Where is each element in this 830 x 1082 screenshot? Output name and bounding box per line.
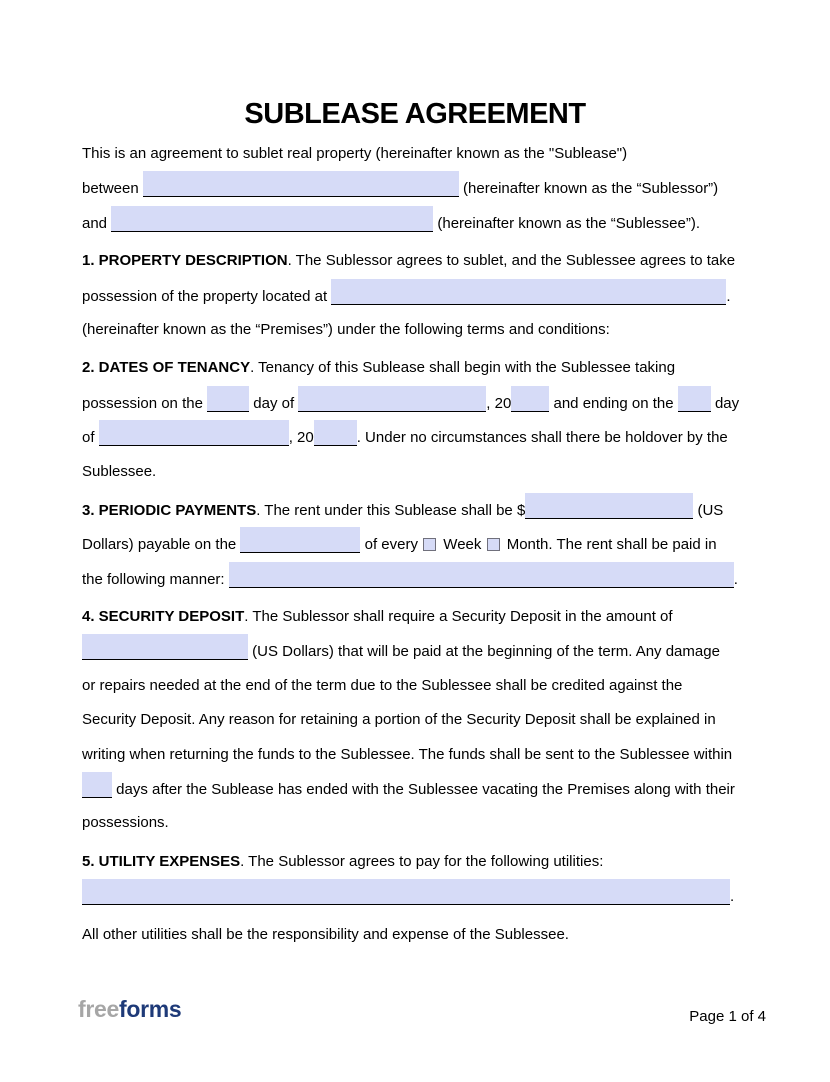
text-run: . Under no circumstances shall there be holdover by the (356, 429, 728, 447)
section-1-line-3 (82, 313, 782, 347)
text-run: (hereinafter known as the “Premises”) under the following terms and conditions: (82, 320, 610, 338)
intro-line-1 (82, 137, 782, 171)
section-4-line-6 (82, 772, 782, 806)
page-title: SUBLEASE AGREEMENT (244, 98, 586, 131)
text-run: . Tenancy of this Sublease shall begin with the Sublessee taking (250, 359, 676, 377)
text-run: All other utilities shall be the responsibility and expense of the Sublessee. (82, 925, 569, 943)
text-run: possession of the property located at (82, 287, 332, 305)
section-2-line-3 (82, 420, 782, 454)
section-4-line-1 (82, 600, 782, 634)
deposit-return-days-field[interactable] (82, 772, 112, 798)
text-run: (US (693, 501, 724, 519)
begin-day-field[interactable] (207, 386, 249, 412)
section-1-line-2 (82, 279, 782, 313)
text-run: and ending on the (549, 394, 678, 412)
text-run: between (82, 180, 143, 198)
text-run: . The Sublessor shall require a Security Deposit in the amount of (244, 608, 673, 626)
end-month-field[interactable] (99, 420, 289, 446)
document-body (82, 137, 782, 952)
section-4-line-7 (82, 806, 782, 840)
sublessee-name-field[interactable] (111, 206, 433, 232)
text-run: Security Deposit. Any reason for retaining a portion of the Security Deposit shall be explained in (82, 711, 716, 729)
text-run: , 20 (486, 394, 512, 412)
text-run: and (82, 214, 112, 232)
text-run: Month. The rent shall be paid in (502, 536, 717, 554)
text-run: of every (360, 536, 423, 554)
property-address-field[interactable] (331, 279, 726, 305)
text-run: day of (249, 394, 299, 412)
section-2-line-1 (82, 351, 782, 385)
section-4-line-5 (82, 738, 782, 772)
section-4-line-2 (82, 634, 782, 668)
section-2-line-2 (82, 386, 782, 420)
section-4-heading: 4. SECURITY DEPOSIT (82, 608, 245, 626)
section-5-line-2 (82, 879, 782, 913)
text-run: (hereinafter known as the “Sublessor”) (458, 180, 719, 198)
text-run: Sublessee. (82, 462, 157, 480)
text-run: day (710, 394, 740, 412)
rent-due-day-field[interactable] (240, 527, 360, 553)
text-run: . (733, 570, 738, 588)
end-year-field[interactable] (314, 420, 357, 446)
section-3-line-3 (82, 562, 782, 596)
text-run: writing when returning the funds to the Sublessee. The funds shall be sent to the Sublessee within (82, 745, 733, 763)
text-run: possessions. (82, 814, 169, 832)
month-checkbox[interactable] (487, 538, 500, 551)
text-run: . The rent under this Sublease shall be $ (256, 501, 526, 519)
text-run: the following manner: (82, 570, 229, 588)
text-run: . (726, 287, 731, 305)
section-5-line-1 (82, 845, 782, 879)
section-4-line-4 (82, 703, 782, 737)
rent-amount-field[interactable] (525, 493, 693, 519)
brand-free-text: free (78, 996, 119, 1022)
text-run: of (82, 429, 99, 447)
end-day-field[interactable] (678, 386, 711, 412)
begin-month-field[interactable] (298, 386, 486, 412)
sublessor-name-field[interactable] (143, 171, 459, 197)
section-3-line-2 (82, 527, 782, 561)
section-3-line-1 (82, 493, 782, 527)
deposit-amount-field[interactable] (82, 634, 248, 660)
text-run: Week (439, 536, 486, 554)
text-run: (hereinafter known as the “Sublessee”). (433, 214, 701, 232)
section-2-heading: 2. DATES OF TENANCY (82, 359, 251, 377)
section-1-line-1 (82, 244, 782, 278)
text-run: days after the Sublease has ended with the Sublessee vacating the Premises along with their (112, 781, 735, 799)
text-run: . (730, 888, 735, 906)
payment-manner-field[interactable] (229, 562, 734, 588)
page-number: Page 1 of 4 (689, 1008, 766, 1025)
text-run: Dollars) payable on the (82, 536, 241, 554)
text-run: (US Dollars) that will be paid at the beginning of the term. Any damage (248, 643, 720, 661)
text-run: . The Sublessor agrees to sublet, and the Sublessee agrees to take (287, 252, 736, 270)
intro-line-3 (82, 206, 782, 240)
text-run: possession on the (82, 394, 208, 412)
section-5-heading: 5. UTILITY EXPENSES (82, 852, 241, 870)
text-run: . The Sublessor agrees to pay for the following utilities: (240, 852, 604, 870)
text-run: This is an agreement to sublet real property (hereinafter known as the "Sublease") (82, 145, 628, 162)
text-run: or repairs needed at the end of the term due to the Sublessee shall be credited against the (82, 676, 683, 694)
week-checkbox[interactable] (423, 538, 436, 551)
intro-line-2 (82, 171, 782, 205)
section-4-line-3 (82, 669, 782, 703)
utilities-field[interactable] (82, 879, 730, 905)
freeforms-logo (78, 996, 181, 1023)
brand-forms-text: forms (119, 996, 182, 1022)
section-2-line-4 (82, 455, 782, 489)
section-3-heading: 3. PERIODIC PAYMENTS (82, 501, 257, 519)
text-run: , 20 (288, 429, 314, 447)
closing-line (82, 918, 782, 952)
begin-year-field[interactable] (511, 386, 549, 412)
section-1-heading: 1. PROPERTY DESCRIPTION (82, 252, 288, 270)
